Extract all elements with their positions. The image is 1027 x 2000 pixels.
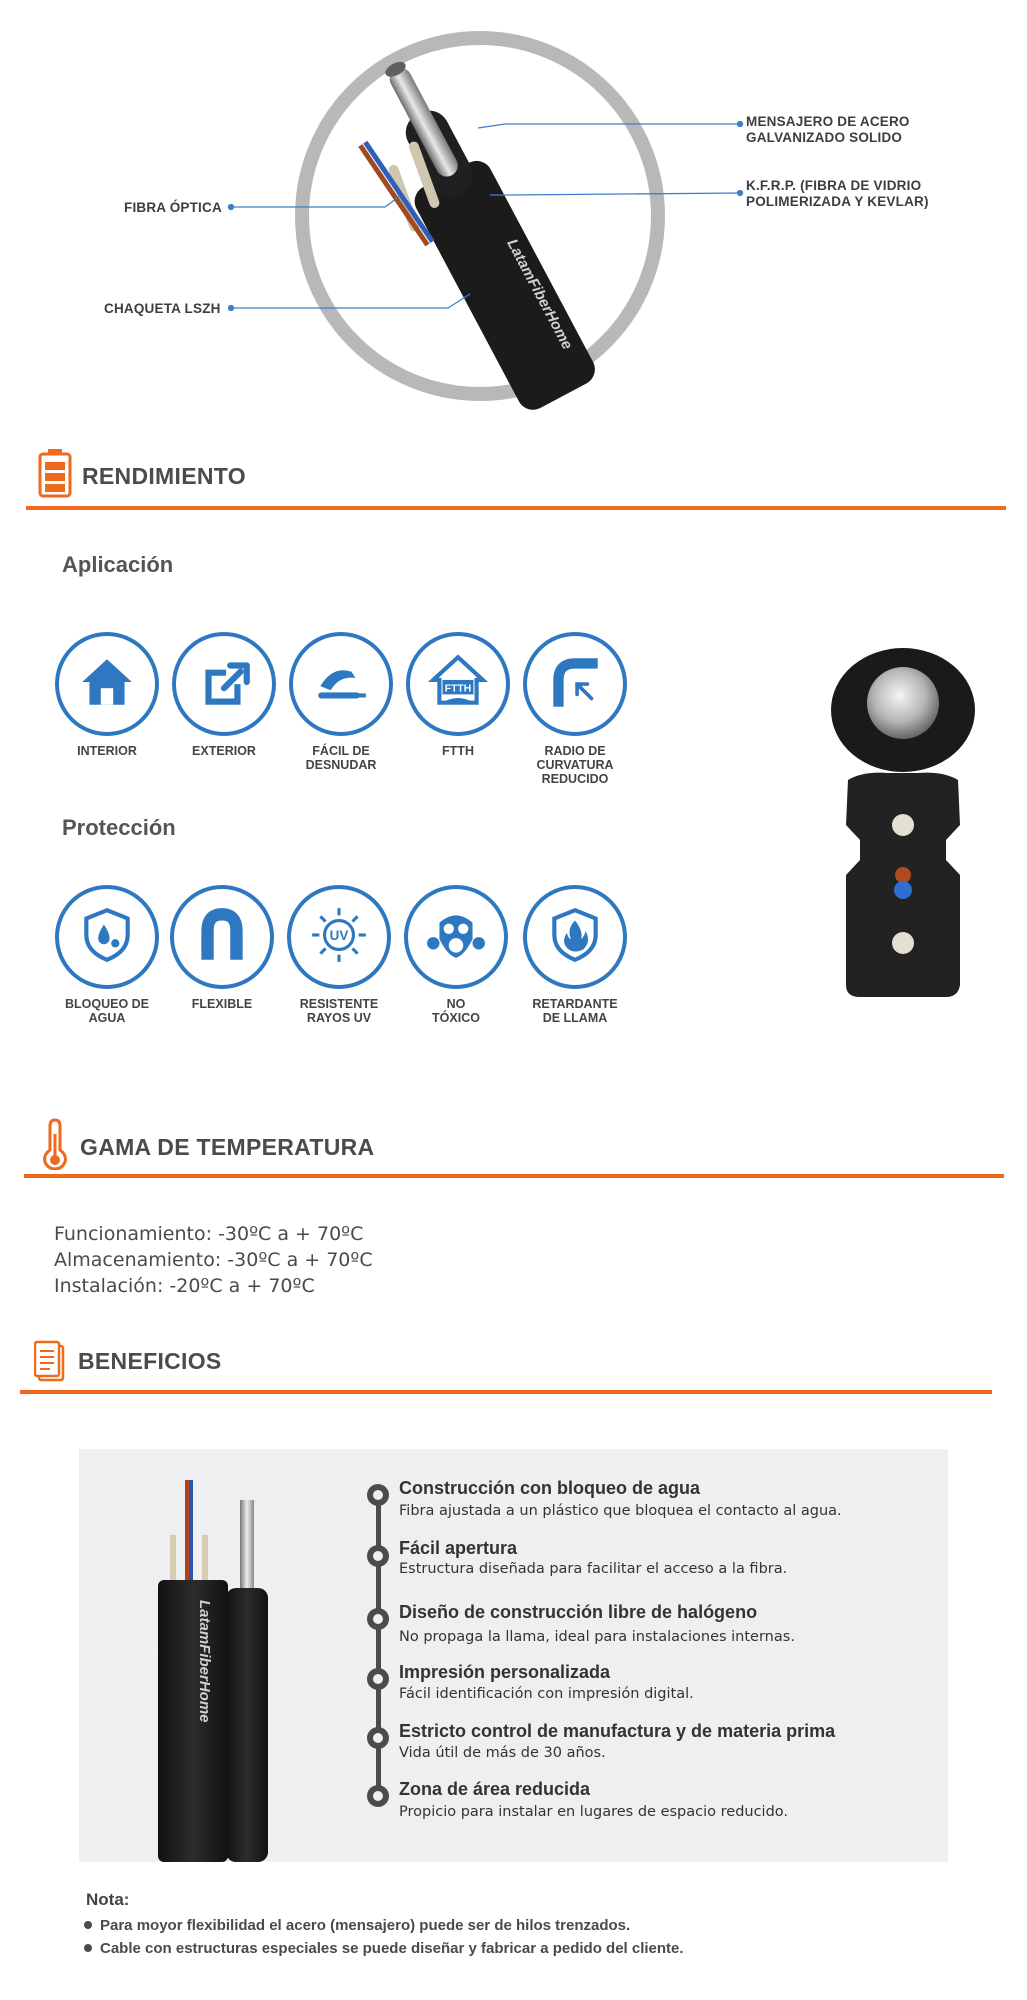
timeline-node [367,1727,389,1749]
cable-brand-print: LatamFiberHome [196,1600,213,1723]
temp-operating: Funcionamiento: -30ºC a + 70ºC [54,1223,364,1245]
ftth-badge: FTTH [444,683,472,695]
feature-label: EXTERIOR [192,744,256,758]
battery-icon [38,448,72,502]
feature-label: RESISTENTE RAYOS UV [299,997,379,1025]
document-list-icon [34,1340,68,1388]
gas-mask-icon [425,904,487,970]
temp-storage: Almacenamiento: -30ºC a + 70ºC [54,1249,373,1271]
feature-interior [47,632,167,758]
feature-label: INTERIOR [77,744,137,758]
water-shield-icon [76,904,138,970]
cable-cross-section-image [828,645,978,1005]
callout-messenger-line1: MENSAJERO DE ACERO [746,114,910,129]
timeline-node [367,1608,389,1630]
benefit-title: Fácil apertura [399,1538,518,1558]
timeline-node [367,1668,389,1690]
ftth-house-icon [427,651,489,717]
callout-jacket: CHAQUETA LSZH [104,301,221,316]
house-icon [76,651,138,717]
timeline-node [367,1484,389,1506]
note-item [84,1917,630,1934]
section-header-rendimiento [38,448,738,512]
subheading-proteccion: Protección [62,815,176,840]
uv-sun-icon [308,904,370,970]
section-divider [26,506,1006,510]
section-title-beneficios: BENEFICIOS [78,1348,222,1374]
feature-exterior [164,632,284,758]
benefit-desc: Estructura diseñada para facilitar el acceso a la fibra. [399,1561,788,1577]
feature-no-toxico [396,885,516,1025]
feature-label: FÁCIL DE DESNUDAR [305,744,377,772]
cable-side-image [150,1480,270,1862]
note-text: Cable con estructuras especiales se puede diseñar y fabricar a pedido del cliente. [100,1940,684,1957]
callout-kfrp-line2: POLIMERIZADA Y KEVLAR) [746,194,929,209]
benefit-title: Estricto control de manufactura y de materia prima [399,1721,836,1741]
benefit-title: Impresión personalizada [399,1662,611,1682]
external-arrow-icon [193,651,255,717]
flexible-u-icon [191,904,253,970]
feature-label: RADIO DE CURVATURA REDUCIDO [536,744,614,786]
feature-flexible [162,885,282,1011]
section-header-beneficios [34,1340,734,1404]
feature-label: NO TÓXICO [432,997,480,1025]
feature-label: RETARDANTE DE LLAMA [532,997,618,1025]
benefit-desc: No propaga la llama, ideal para instalaciones internas. [399,1629,795,1645]
uv-badge: UV [329,928,349,944]
section-title-temperatura: GAMA DE TEMPERATURA [80,1134,375,1160]
feature-facil-desnudar [281,632,401,772]
note-text: Para moyor flexibilidad el acero (mensajero) puede ser de hilos trenzados. [100,1917,631,1934]
flame-shield-icon [544,904,606,970]
callout-kfrp-line1: K.F.R.P. (FIBRA DE VIDRIO [746,178,922,193]
bend-radius-icon [544,651,606,717]
benefits-timeline [376,1494,381,1800]
benefit-desc: Propicio para instalar en lugares de espacio reducido. [399,1804,789,1820]
callout-kfrp [746,178,929,210]
benefit-desc: Fácil identificación con impresión digital. [399,1686,694,1702]
subheading-aplicacion: Aplicación [62,552,174,577]
bullet-icon [84,1944,92,1952]
bullet-icon [84,1921,92,1929]
section-header-temperatura [40,1118,740,1182]
feature-bloqueo-agua [47,885,167,1025]
benefit-title: Diseño de construcción libre de halógeno [399,1602,758,1622]
callout-messenger-line2: GALVANIZADO SOLIDO [746,130,903,145]
cable-strip-icon [310,651,372,717]
section-divider [20,1390,992,1394]
feature-label: FTTH [442,744,474,758]
feature-radio-curvatura [515,632,635,786]
benefit-title: Zona de área reducida [399,1779,591,1799]
benefit-title: Construcción con bloqueo de agua [399,1478,701,1498]
feature-label: FLEXIBLE [191,997,253,1011]
timeline-node [367,1545,389,1567]
feature-ftth [398,632,518,758]
benefit-desc: Fibra ajustada a un plástico que bloquea el contacto al agua. [399,1503,842,1519]
timeline-node [367,1785,389,1807]
thermometer-icon [40,1118,70,1174]
benefit-desc: Vida útil de más de 30 años. [399,1745,606,1761]
feature-resistente-uv [279,885,399,1025]
note-item [84,1940,684,1957]
note-title: Nota: [86,1890,130,1909]
section-divider [24,1174,1004,1178]
feature-retardante-llama [515,885,635,1025]
feature-label: BLOQUEO DE AGUA [64,997,150,1025]
cable-brand-print: LatamFiberHome [503,236,576,353]
callout-messenger [746,114,910,146]
callout-fiber: FIBRA ÓPTICA [124,200,222,215]
cable-diagram [0,0,1027,420]
section-title-rendimiento: RENDIMIENTO [82,463,246,489]
temp-installation: Instalación: -20ºC a + 70ºC [54,1275,315,1297]
